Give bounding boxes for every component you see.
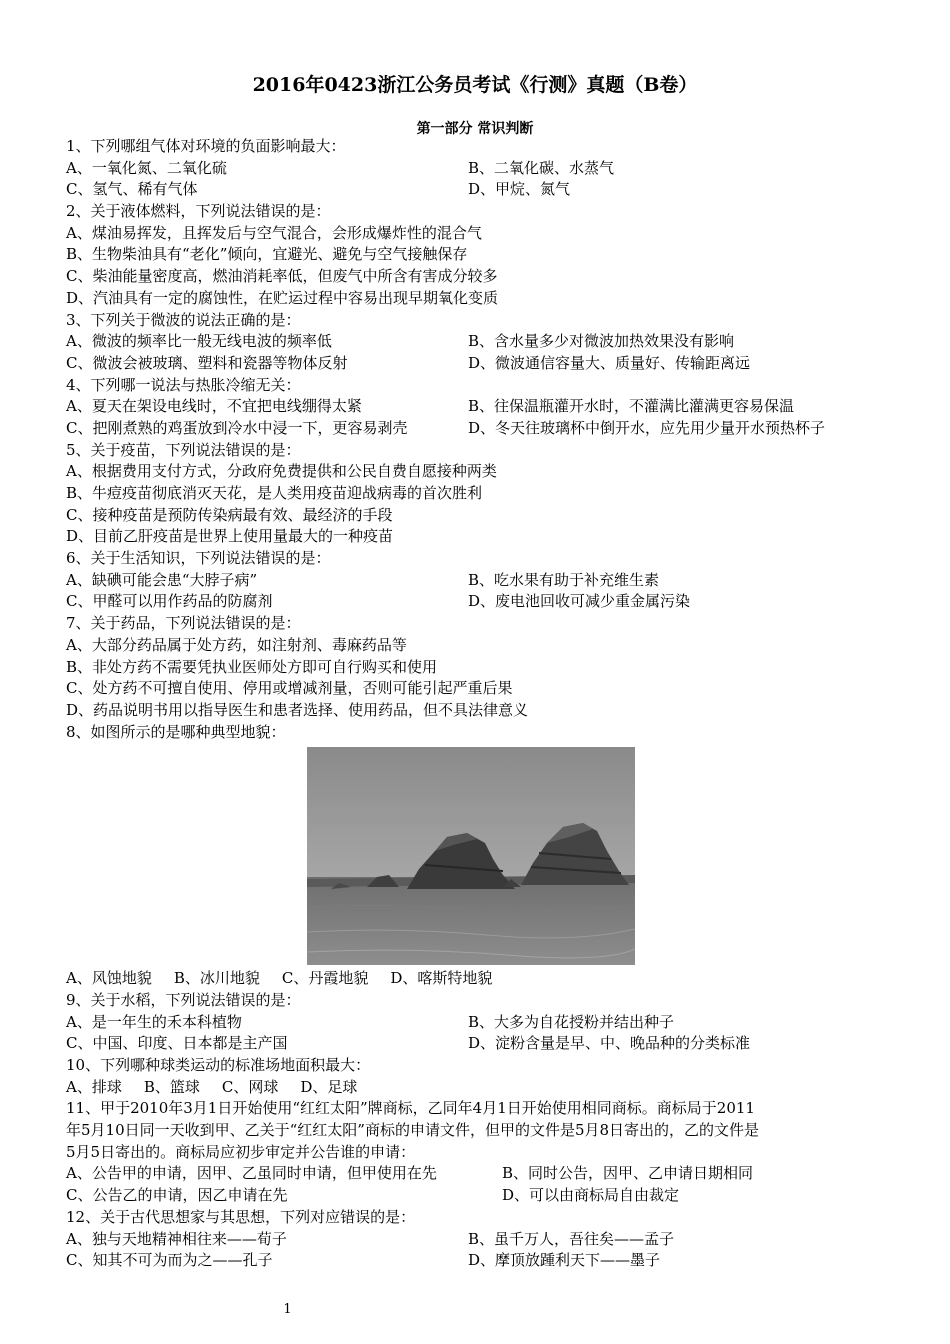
option-a: A、是一年生的禾本科植物 (66, 1012, 242, 1031)
yardang-landform-image (307, 747, 635, 965)
question-stem: 4、下列哪一说法与热胀冷缩无关： (66, 375, 301, 394)
option-d: D、可以由商标局自由裁定 (502, 1186, 680, 1205)
page-title: 2016年0423浙江公务员考试《行测》真题（B卷） (252, 74, 698, 96)
option-a: A、缺碘可能会患“大脖子病” (66, 570, 258, 589)
option-row (66, 353, 886, 375)
option-a: A、排球 (66, 1077, 122, 1096)
option-c: C、接种疫苗是预防传染病最有效、最经济的手段 (66, 505, 393, 524)
option-c: C、微波会被玻璃、塑料和瓷器等物体反射 (66, 353, 348, 372)
question-stem: 2、关于液体燃料，下列说法错误的是： (66, 202, 331, 221)
option-b: B、吃水果有助于补充维生素 (468, 570, 660, 589)
option-b: B、二氧化碳、水蒸气 (468, 158, 615, 177)
option-d: D、冬天往玻璃杯中倒开水，应先用少量开水预热杯子 (468, 418, 826, 437)
option-d: D、喀斯特地貌 (390, 969, 493, 988)
option-c: C、公告乙的申请，因乙申请在先 (66, 1186, 288, 1205)
question-stem: 1、下列哪组气体对环境的负面影响最大： (66, 137, 346, 155)
option-b: B、含水量多少对微波加热效果没有影响 (468, 332, 735, 351)
option-d: D、废电池回收可减少重金属污染 (468, 592, 691, 611)
option-a: A、风蚀地貌 (66, 969, 152, 988)
option-row (66, 158, 886, 180)
question-stem: 9、关于水稻，下列说法错误的是： (66, 990, 301, 1009)
option-row (66, 1012, 886, 1034)
question-stem-line: 年5月10日同一天收到甲、乙关于“红红太阳”商标的申请文件，但甲的文件是5月8日寄出的，乙的文件是 (66, 1121, 760, 1140)
option-a: A、煤油易挥发，且挥发后与空气混合，会形成爆炸性的混合气 (66, 223, 482, 242)
option-d: D、药品说明书用以指导医生和患者选择、使用药品，但不具法律意义 (66, 700, 529, 719)
option-b: B、生物柴油具有“老化”倾向，宜避光、避免与空气接触保存 (66, 245, 468, 264)
option-b: B、虽千万人，吾往矣——孟子 (468, 1229, 675, 1248)
option-b: B、篮球 (143, 1077, 200, 1096)
option-row (66, 1185, 886, 1207)
option-a: A、微波的频率比一般无线电波的频率低 (66, 332, 332, 351)
landform-photo (307, 747, 635, 965)
option-b: B、冰川地貌 (173, 969, 260, 988)
option-c: C、甲醛可以用作药品的防腐剂 (66, 592, 273, 611)
option-row (66, 1033, 886, 1055)
option-c: C、丹霞地貌 (281, 969, 369, 988)
question-stem-line: 11、甲于2010年3月1日开始使用“红红太阳”牌商标，乙同年4月1日开始使用相同商标。商标局于2011 (66, 1099, 755, 1118)
option-row (66, 1250, 886, 1272)
option-a: A、大部分药品属于处方药，如注射剂、毒麻药品等 (66, 635, 407, 654)
option-c: C、网球 (221, 1077, 279, 1096)
question-stem: 10、下列哪种球类运动的标准场地面积最大： (66, 1056, 371, 1074)
option-a: A、公告甲的申请，因甲、乙虽同时申请，但甲使用在先 (66, 1164, 437, 1183)
section-heading: 第一部分 常识判断 (416, 121, 534, 137)
option-row (66, 591, 886, 613)
option-d: D、甲烷、氮气 (468, 180, 571, 199)
question-stem: 3、下列关于微波的说法正确的是： (66, 310, 301, 329)
option-row (66, 331, 886, 353)
option-b: B、同时公告，因甲、乙申请日期相同 (502, 1164, 754, 1183)
option-row (66, 570, 886, 592)
option-a: A、独与天地精神相往来——荀子 (66, 1229, 287, 1248)
option-row (66, 968, 886, 990)
option-a: A、夏天在架设电线时，不宜把电线绷得太紧 (66, 397, 362, 416)
option-d: D、目前乙肝疫苗是世界上使用量最大的一种疫苗 (66, 527, 394, 546)
option-c: C、知其不可为而为之——孔子 (66, 1251, 273, 1270)
option-c: C、处方药不可擅自使用、停用或增减剂量，否则可能引起严重后果 (66, 679, 513, 698)
question-stem: 7、关于药品，下列说法错误的是： (66, 614, 301, 633)
question-stem-line: 5月5日寄出的。商标局应初步审定并公告谁的申请： (66, 1142, 416, 1161)
option-c: C、氢气、稀有气体 (66, 180, 198, 199)
question-stem: 6、关于生活知识，下列说法错误的是： (66, 549, 331, 568)
option-b: B、非处方药不需要凭执业医师处方即可自行购买和使用 (66, 657, 438, 676)
page-number: 1 (283, 1302, 292, 1317)
option-b: B、大多为自花授粉并结出种子 (468, 1012, 675, 1031)
option-d: D、摩顶放踵利天下——墨子 (468, 1251, 661, 1270)
question-stem: 5、关于疫苗，下列说法错误的是： (66, 440, 301, 459)
option-d: D、微波通信容量大、质量好、传输距离远 (468, 353, 751, 372)
option-row (66, 179, 886, 201)
option-a: A、根据费用支付方式，分政府免费提供和公民自费自愿接种两类 (66, 462, 497, 481)
option-row (66, 396, 886, 418)
option-b: B、往保温瓶灌开水时，不灌满比灌满更容易保温 (468, 397, 795, 416)
option-c: C、中国、印度、日本都是主产国 (66, 1034, 288, 1053)
option-d: D、足球 (300, 1077, 358, 1096)
option-d: D、汽油具有一定的腐蚀性，在贮运过程中容易出现早期氧化变质 (66, 288, 499, 307)
option-row (66, 1229, 886, 1251)
question-stem: 12、关于古代思想家与其思想，下列对应错误的是： (66, 1207, 416, 1226)
option-b: B、牛痘疫苗彻底消灭天花，是人类用疫苗迎战病毒的首次胜利 (66, 484, 483, 502)
option-d: D、淀粉含量是早、中、晚品种的分类标准 (468, 1034, 751, 1053)
option-c: C、柴油能量密度高，燃油消耗率低，但废气中所含有害成分较多 (66, 267, 498, 286)
option-c: C、把刚煮熟的鸡蛋放到冷水中浸一下，更容易剥壳 (66, 418, 408, 437)
option-row (66, 418, 886, 440)
question-stem: 8、如图所示的是哪种典型地貌： (66, 722, 286, 741)
option-row (66, 1163, 886, 1185)
option-a: A、一氧化氮、二氧化硫 (66, 158, 227, 177)
question-list (66, 136, 886, 1272)
option-row (66, 1077, 886, 1099)
